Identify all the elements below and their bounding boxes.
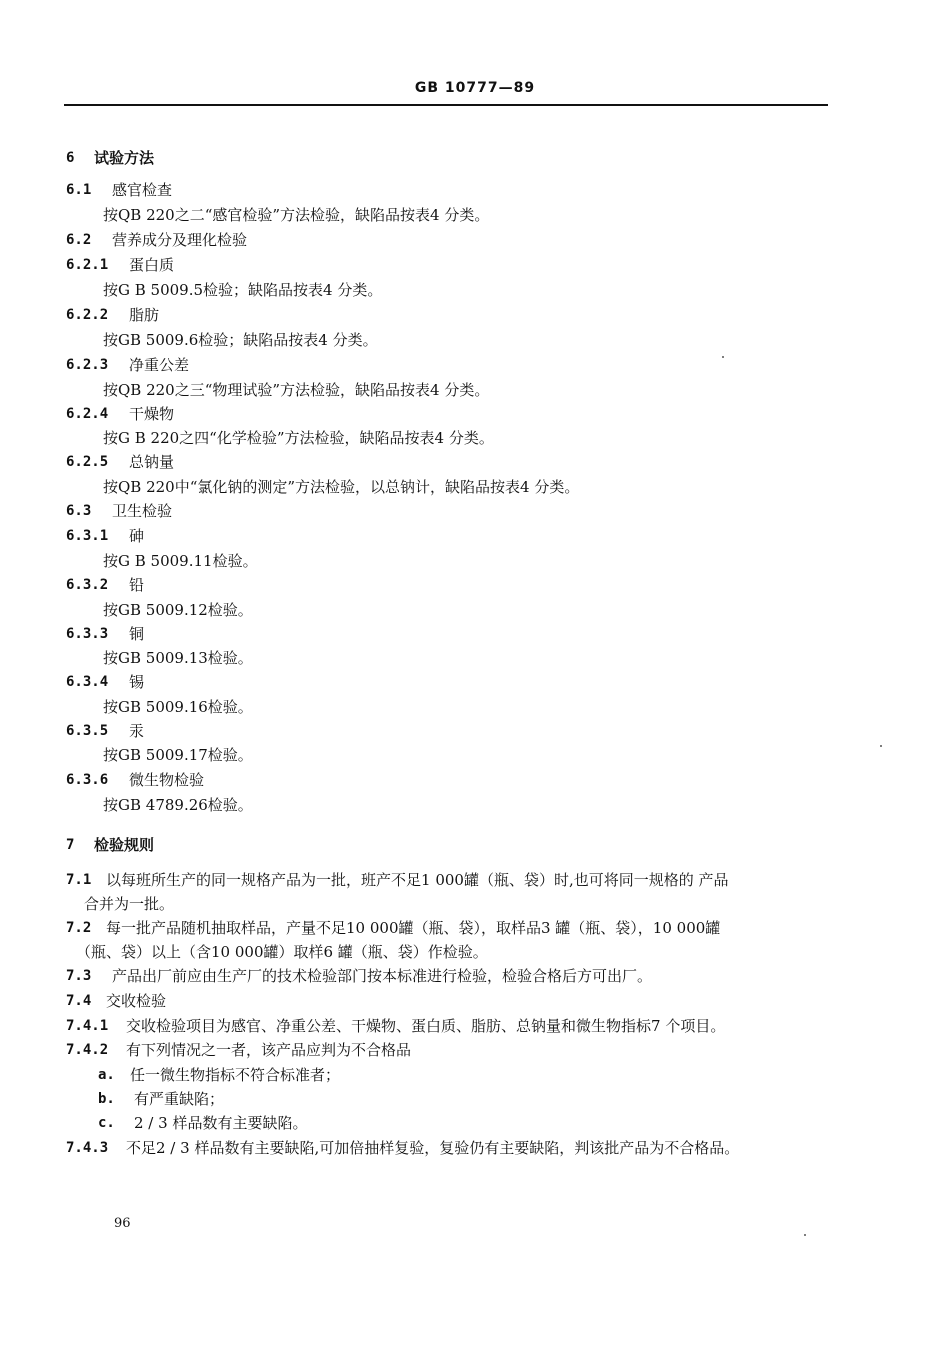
list-item-label: b. (98, 1091, 115, 1107)
section-number: 6.3.1 (66, 528, 109, 544)
section-title: 铜 (129, 625, 145, 643)
section-number: 6.2.4 (66, 406, 109, 422)
section-body: 按QB 220中“氯化钠的测定”方法检验，以总钠计，缺陷品按表4 分类。 (103, 478, 580, 496)
section-title: 汞 (129, 722, 145, 740)
section-title: 砷 (129, 527, 145, 545)
section-body: 交收检验项目为感官、净重公差、干燥物、蛋白质、脂肪、总钠量和微生物指标7 个项目。 (126, 1017, 726, 1035)
section-title: 交收检验 (106, 992, 167, 1010)
section-title: 营养成分及理化检验 (112, 231, 248, 249)
section-number: 7.1 (66, 872, 92, 888)
section-number: 7.3 (66, 968, 92, 984)
section-title: 铅 (129, 576, 145, 594)
section-body: 产品出厂前应由生产厂的技术检验部门按本标准进行检验，检验合格后方可出厂。 (112, 967, 653, 985)
section-number: 7.2 (66, 920, 92, 936)
section-title: 试验方法 (94, 149, 155, 167)
section-body: 按GB 5009.13检验。 (103, 649, 253, 667)
section-body: 按G B 5009.11检验。 (103, 552, 258, 570)
section-number: 7.4.3 (66, 1140, 109, 1156)
section-body: 按GB 5009.12检验。 (103, 601, 253, 619)
section-title: 净重公差 (129, 356, 190, 374)
section-number: 6.2.3 (66, 357, 109, 373)
section-body: 按GB 4789.26检验。 (103, 796, 253, 814)
section-body: 以每班所生产的同一规格产品为一批，班产不足1 000罐（瓶、袋）时,也可将同一规格的 产品 (106, 871, 729, 889)
header-rule (64, 104, 828, 106)
section-number: 6.2.2 (66, 307, 109, 323)
section-number: 6.2 (66, 232, 92, 248)
section-number: 6.2.5 (66, 454, 109, 470)
section-title: 感官检查 (112, 181, 173, 199)
section-number: 6.3.5 (66, 723, 109, 739)
section-number: 6.3.4 (66, 674, 109, 690)
section-body: 按GB 5009.6检验；缺陷品按表4 分类。 (103, 331, 378, 349)
section-title: 卫生检验 (112, 502, 173, 520)
list-item-text: 任一微生物指标不符合标准者； (130, 1066, 341, 1084)
section-number: 6 (66, 150, 75, 166)
page-header: GB 10777—89 (414, 80, 536, 96)
section-number: 6.3.6 (66, 772, 109, 788)
section-body: 按GB 5009.17检验。 (103, 746, 253, 764)
section-body: 按G B 220之四“化学检验”方法检验，缺陷品按表4 分类。 (103, 429, 494, 447)
section-number: 7.4.1 (66, 1018, 109, 1034)
list-item-text: 有严重缺陷； (134, 1090, 225, 1108)
section-body: 不足2 / 3 样品数有主要缺陷,可加倍抽样复验，复验仍有主要缺陷，判该批产品为不合格品。 (126, 1139, 740, 1157)
list-item-text: 2 / 3 样品数有主要缺陷。 (134, 1114, 308, 1132)
section-title: 干燥物 (129, 405, 175, 423)
list-item-label: a. (98, 1067, 115, 1083)
section-title: 蛋白质 (129, 256, 175, 274)
scan-speck (804, 1234, 806, 1236)
section-title: 锡 (129, 673, 145, 691)
scan-speck (722, 356, 724, 358)
section-body: 按QB 220之三“物理试验”方法检验，缺陷品按表4 分类。 (103, 381, 490, 399)
section-number: 7.4 (66, 993, 92, 1009)
section-number: 7 (66, 837, 75, 853)
section-number: 7.4.2 (66, 1042, 109, 1058)
section-title: 总钠量 (129, 453, 175, 471)
section-number: 6.3.2 (66, 577, 109, 593)
section-title: 脂肪 (129, 306, 160, 324)
scan-speck (880, 745, 882, 747)
section-body: 按QB 220之二“感官检验”方法检验，缺陷品按表4 分类。 (103, 206, 490, 224)
page-number: 96 (114, 1216, 131, 1231)
section-body: （瓶、袋）以上（含10 000罐）取样6 罐（瓶、袋）作检验。 (76, 943, 488, 961)
section-number: 6.1 (66, 182, 92, 198)
section-body: 有下列情况之一者，该产品应判为不合格品 (126, 1041, 412, 1059)
section-body: 合并为一批。 (84, 895, 175, 913)
section-number: 6.3 (66, 503, 92, 519)
section-title: 检验规则 (94, 836, 155, 854)
list-item-label: c. (98, 1115, 115, 1131)
section-body: 按GB 5009.16检验。 (103, 698, 253, 716)
section-number: 6.3.3 (66, 626, 109, 642)
section-number: 6.2.1 (66, 257, 109, 273)
section-title: 微生物检验 (129, 771, 205, 789)
section-body: 按G B 5009.5检验；缺陷品按表4 分类。 (103, 281, 383, 299)
section-body: 每一批产品随机抽取样品，产量不足10 000罐（瓶、袋），取样品3 罐（瓶、袋），10 000罐 (106, 919, 721, 937)
